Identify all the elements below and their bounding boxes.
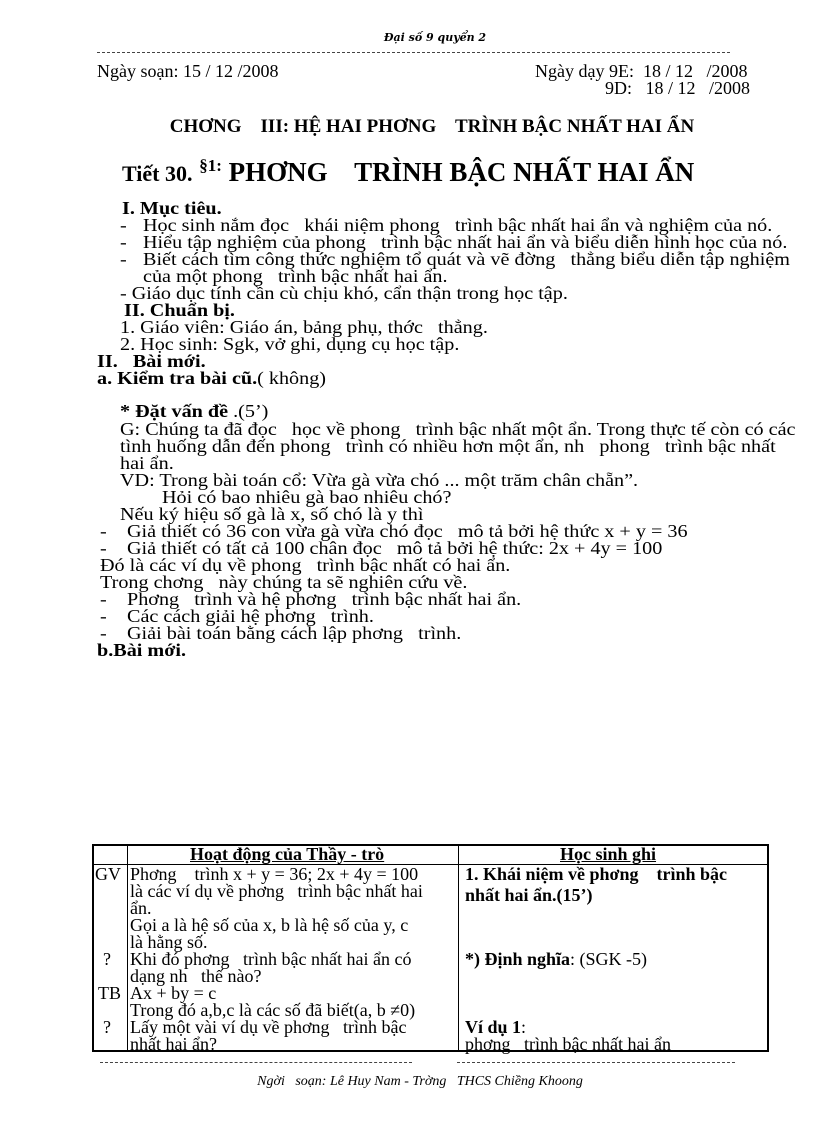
footer-divider <box>100 1062 412 1063</box>
role-label: ? <box>103 949 111 969</box>
lesson-prefix: Tiết 30. <box>122 161 193 186</box>
column-divider <box>458 846 459 1050</box>
bullet-dash: - <box>100 538 107 558</box>
activity-line: nhất hai ẩn? <box>130 1034 217 1054</box>
notes-section-title: nhất hai ẩn.(15’) <box>465 885 593 905</box>
definition-ref: : (SGK -5) <box>570 949 648 969</box>
lesson-title <box>122 157 694 189</box>
bullet-dash: - <box>120 232 127 252</box>
activity-line: Trong đó a,b,c là các số đã biết(a, b ≠0) <box>130 1000 416 1020</box>
activity-line: là hằng số. <box>130 932 208 952</box>
activity-line: Phơng trình x + y = 36; 2x + 4y = 100 <box>130 864 419 884</box>
objective-item: Học sinh nắm đọc khái niệm phong trình bậc nhất hai ẩn và nghiệm của nó. <box>143 215 773 235</box>
activity-line: ẩn. <box>130 898 152 918</box>
activity-line: Khi đó phơng trình bậc nhất hai ẩn có <box>130 949 412 969</box>
notes-definition <box>465 949 648 969</box>
objective-attitude: - Giáo dục tính cần cù chịu khó, cẩn thận trong học tập. <box>120 283 568 303</box>
activity-line: Lấy một vài ví dụ về phơng trình bậc <box>130 1017 407 1037</box>
role-label: ? <box>103 1017 111 1037</box>
bullet-dash: - <box>120 249 127 269</box>
bullet-dash: - <box>120 215 127 235</box>
problem-heading <box>120 401 269 421</box>
problem-line: Nếu ký hiệu số gà là x, số chó là y thì <box>120 504 424 524</box>
check-old-lesson <box>97 368 327 388</box>
header-divider <box>97 52 730 53</box>
bullet-dash: - <box>100 521 107 541</box>
preparation-teacher: 1. Giáo viên: Giáo án, bảng phụ, thớc thẳng. <box>120 317 488 337</box>
objective-item: Hiểu tập nghiệm của phong trình bậc nhất hai ẩn và biểu diễn hình học của nó. <box>143 232 788 252</box>
footer-divider <box>457 1062 735 1063</box>
activity-line: Ax + by = c <box>130 983 217 1003</box>
objectives-heading: I. Mục tiêu. <box>122 198 222 218</box>
activity-line: là các ví dụ về phơng trình bậc nhất hai <box>130 881 423 901</box>
date-taught-9e: Ngày dạy 9E: 18 / 12 /2008 <box>535 61 748 81</box>
problem-line: hai ẩn. <box>120 453 174 473</box>
problem-summary: Đó là các ví dụ về phong trình bậc nhất có hai ẩn. <box>100 555 511 575</box>
notes-section-title: 1. Khái niệm về phơng trình bậc <box>465 864 728 884</box>
problem-line: VD: Trong bài toán cổ: Vừa gà vừa chó ... một trăm chân chẵn”. <box>120 470 639 490</box>
role-label: GV <box>95 864 121 884</box>
lesson-name: PHƠNG TRÌNH BẬC NHẤT HAI ẨN <box>228 157 695 187</box>
bullet-dash: - <box>100 606 107 626</box>
bullet-dash: - <box>100 589 107 609</box>
running-header: Đại số 9 quyển 2 <box>383 31 487 44</box>
problem-bullet: Giả thiết có 36 con vừa gà vừa chó đọc mô tả bởi hệ thức x + y = 36 <box>127 521 688 541</box>
activity-line: Gọi a là hệ số của x, b là hệ số của y, c <box>130 915 409 935</box>
example-colon: : <box>521 1017 527 1037</box>
objective-item: của một phong trình bậc nhất hai ẩn. <box>143 266 448 286</box>
preparation-student: 2. Học sinh: Sgk, vở ghi, dụng cụ học tập. <box>120 334 460 354</box>
preparation-heading: II. Chuẩn bị. <box>124 300 235 320</box>
footer-author: Ngời soạn: Lê Huy Nam - Trờng THCS Chiềng Khoong <box>257 1074 583 1089</box>
date-prepared: Ngày soạn: 15 / 12 /2008 <box>97 61 279 81</box>
chapter-title: CHƠNG III: HỆ HAI PHƠNG TRÌNH BẬC NHẤT HAI ẨN <box>169 116 695 137</box>
problem-line: tình huống dẫn đến phong trình có nhiều hơn một ẩn, nh phong trình bậc nhất <box>120 436 776 456</box>
problem-line: Hỏi có bao nhiêu gà bao nhiêu chó? <box>162 487 452 507</box>
bullet-dash: - <box>100 623 107 643</box>
role-label: TB <box>98 983 122 1003</box>
table-header-activity: Hoạt động của Thầy - trò <box>190 844 385 864</box>
notes-example <box>465 1017 527 1037</box>
objective-item: Biết cách tìm công thức nghiệm tổ quát và vẽ đờng thẳng biểu diễn tập nghiệm <box>143 249 790 269</box>
problem-heading-label: * Đặt vấn đề <box>120 401 229 421</box>
problem-topic: Giải bài toán bằng cách lập phơng trình. <box>127 623 462 643</box>
check-old-label: a. Kiểm tra bài cũ. <box>97 368 258 388</box>
activity-line: dạng nh thế nào? <box>130 966 262 986</box>
example-label: Ví dụ 1 <box>465 1017 522 1037</box>
problem-topic: Các cách giải hệ phơng trình. <box>127 606 374 626</box>
problem-bullet: Giả thiết có tất cả 100 chân đọc mô tả bởi hệ thức: 2x + 4y = 100 <box>127 538 663 558</box>
definition-label: *) Định nghĩa <box>465 949 571 969</box>
problem-time: .(5’) <box>228 401 269 421</box>
lesson-section: §1: <box>199 156 222 175</box>
column-divider <box>127 846 128 1050</box>
table-header-notes: Học sinh ghi <box>560 844 657 864</box>
problem-line: G: Chúng ta đã đọc học về phong trình bậc nhất một ẩn. Trong thực tế còn có các <box>120 419 796 439</box>
notes-example-text: phơng trình bậc nhất hai ẩn <box>465 1034 671 1054</box>
check-old-value: ( không) <box>257 368 327 388</box>
new-lesson-heading: II. Bài mới. <box>97 351 206 371</box>
b-new-lesson-heading: b.Bài mới. <box>97 640 187 660</box>
date-taught-9d: 9D: 18 / 12 /2008 <box>605 78 751 98</box>
problem-topic: Phơng trình và hệ phơng trình bậc nhất hai ẩn. <box>127 589 522 609</box>
problem-intro: Trong chơng này chúng ta sẽ nghiên cứu về. <box>100 572 468 592</box>
